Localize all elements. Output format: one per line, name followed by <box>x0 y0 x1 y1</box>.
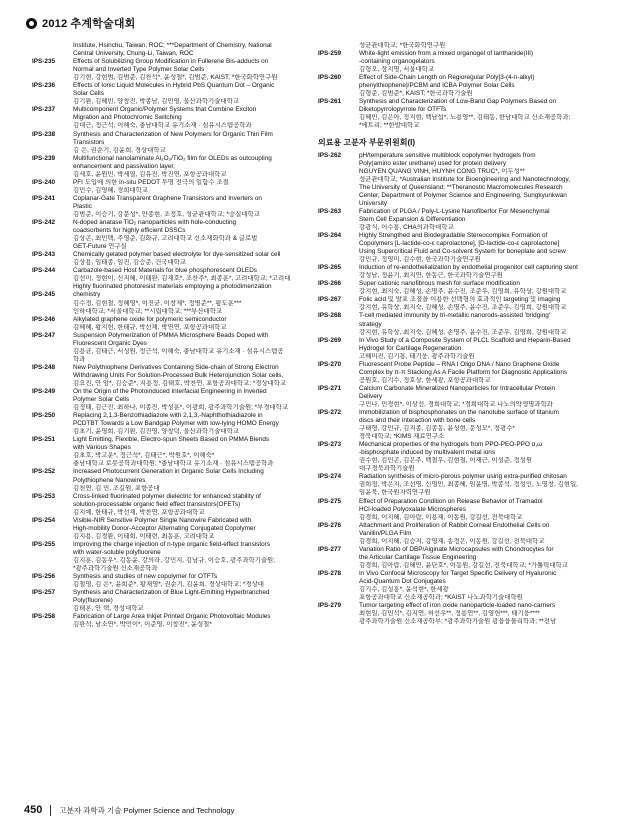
entry-line: Complex by π-π Stacking As A Facile Platform for Diagnostic Applications <box>359 368 568 376</box>
entry-text <box>73 82 305 106</box>
abstract-entry <box>32 517 305 541</box>
entry-text <box>73 267 305 291</box>
entry-id: IPS-248 <box>32 363 56 371</box>
entry-line: *광주과학기술원 신소재공학과 <box>73 565 158 573</box>
entry-line: Visible-NIR Sensitive Polymer Single Nanowire Fabricated with <box>73 516 252 524</box>
entry-text <box>359 522 591 546</box>
entry-line: Polymer Solar Cells <box>73 396 130 404</box>
entry-line: 강지현, 최지숙, 김혜성, 손명주, 윤수진, 조준우, 김영희, 유학상, 강원대학교 <box>359 288 567 296</box>
entry-line: 김철영, 김 은*, 윤희준*, 황재영*, 권순기, 김윤희, 경상대학교; *경상대 <box>73 581 264 589</box>
entry-line: Super cationic nanofibrous mesh for surface modification <box>359 280 520 288</box>
abstract-entry <box>318 546 591 570</box>
entry-line: 공원호, 김기수, 정호상, 한세광, 포항공과대학교 <box>359 376 491 384</box>
entry-id: IPS-237 <box>32 106 56 114</box>
entry-line: 김혜민, 김은아, 정지현, 백남섭*, 노용영**, 김태동, 한남대학교 신소재공학과; <box>359 114 571 122</box>
entry-line: 충남대학교 로봇공학과대학원; *충남대학교 유기소재 · 섬유시스템공학과 <box>73 460 274 468</box>
entry-id: IPS-241 <box>32 194 56 202</box>
entry-line: In Vivo Confocal Microscopy for Target Specific Delivery of Hyaluronic <box>359 569 557 577</box>
entry-line: Replacing 2,1,3-Benzothiadiazole with 2,1,3,-Naphthothiadiazole in <box>73 412 263 420</box>
entry-id: IPS-272 <box>318 409 342 417</box>
entry-line: Radiation synthesis of micro-porous polymer using extra-purified chitosan <box>359 473 567 481</box>
entry-line: 김경희, 김아람, 김혜민, 윤단호*, 이동원, 강길선, 전북대학교; *가톨릭대학교 <box>359 561 568 569</box>
abstract-entry <box>32 332 305 364</box>
entry-id: IPS-259 <box>318 50 342 58</box>
entry-text <box>73 58 305 82</box>
entry-line: Withdrawing Units For Solution-Processed Bulk Heterojunction Solar cells, <box>73 371 284 379</box>
entry-line: 김혜혜, 황지헌, 한태규, 박선채, 박연연, 포항공과대학교 <box>73 323 227 331</box>
entry-id: IPS-268 <box>318 312 342 320</box>
entry-text <box>359 546 591 570</box>
entry-line: 강광식, 이수홍, CHA의과학대학교 <box>359 223 454 231</box>
entry-text <box>73 155 305 179</box>
abstract-entry <box>318 98 591 130</box>
entry-text <box>359 498 591 522</box>
entry-line: with water-soluble polyfluorene <box>73 548 161 556</box>
entry-id: IPS-240 <box>32 178 56 186</box>
entry-line: 김기수, 김성홍*, 윤석현*, 한세광 <box>359 586 449 594</box>
entry-line: Central University, Chung-Li, Taiwan, ROC <box>73 50 194 58</box>
entry-line: PFI 도입에 의한 in-situ PEDOT 투명 전극의 일함수 조절 <box>73 178 229 186</box>
entry-id: IPS-267 <box>318 296 342 304</box>
entry-line: Fabrication of Large Area Inkjet Printed Organic Photovoltaic Modules <box>73 613 271 621</box>
entry-line: Chemically gelated polymer based electrolyte for dye-sensitized solar cell <box>73 251 281 259</box>
abstract-entry <box>32 219 305 251</box>
entry-line: 김정태, 김근진, 최하나, 이종진, 박성훈*, 이광희, 광주과학기술원; *부경대학교 <box>73 404 289 412</box>
entry-line: 강지현, 유학상, 최지숙, 김혜성, 손명주, 윤수진, 조준우, 김영희, 강원대학교 <box>359 304 567 312</box>
entry-id <box>32 42 73 58</box>
abstract-entry <box>318 50 591 74</box>
entry-line: 김상용, 임태종, 임진, 김승준, 건국대학교 <box>73 259 186 267</box>
entry-id: IPS-244 <box>32 267 56 275</box>
entry-line: Synthesis and studies of new copolymer for OTFTs <box>73 573 218 581</box>
abstract-entry <box>318 264 591 280</box>
entry-line: solution-processable organic field effect transistors(OFETs) <box>73 500 241 508</box>
entry-line: Delivery <box>359 392 383 400</box>
entry-text <box>359 312 591 336</box>
abstract-entry <box>32 436 305 468</box>
entry-text <box>359 232 591 264</box>
entry-line: 강민규, 정영미, 김수현, 한국과학기술연구원 <box>359 256 481 264</box>
entry-text <box>73 179 305 195</box>
entry-line: chemistry <box>73 291 101 299</box>
entry-line: 성균관대학교; *한국화학연구원 <box>359 42 446 49</box>
entry-line: enhancement and passivation layer, <box>73 162 175 170</box>
entry-line: Increased Photocurrent Generation in Organic Solar Cells Including <box>73 468 264 476</box>
entry-line: In Vivo Study of a Composite System of PLCL Scaffold and Heparin-Based <box>359 336 571 344</box>
entry-line: 김초기, 윤영희, 김기환, 김진영, 양창덕, 울산과학기술대학교 <box>73 428 239 436</box>
entry-line: Folic acid 및 발포 조절을 이용한 선택형의 효과적인 targeting 및 imaging <box>359 296 561 304</box>
entry-line: 김기현, 강현범, 김범준, 김찬석*, 윤성철*, 김범준, KAIST; *한국화학연구원 <box>73 74 278 82</box>
abstract-entry <box>318 232 591 264</box>
entry-text <box>359 264 591 280</box>
abstract-entry <box>318 602 591 626</box>
entry-line: Migration and Photochromic Switching <box>73 114 182 122</box>
entry-line: 권수현, 김민곤, 김은주, 백철우, 김현철, 이재근, 이성준, 정성원 <box>359 457 533 465</box>
entry-line: Fabrication of PLGA / Poly-L-Lysine Nanofiberfor For Mesenchymal <box>359 207 550 215</box>
entry-line: The University of Queensland; **Theranostic Macromolecules Research <box>359 183 563 191</box>
abstract-entry <box>32 316 305 332</box>
entry-line: coadsorbents for highly efficient DSSCs <box>73 227 186 235</box>
abstract-entry <box>32 82 305 106</box>
entry-id: IPS-242 <box>32 219 56 227</box>
abstract-entry <box>318 473 591 497</box>
abstract-entry <box>318 280 591 296</box>
entry-line: 김 은, 권순기, 김윤희, 경상대학교 <box>73 146 166 154</box>
entry-line: 임윤묵, 한국원자력연구원 <box>359 489 431 497</box>
entry-text <box>359 473 591 497</box>
entry-line: 권희정, 박은지, 조선영, 신영민, 최종혜, 임윤명, 박종석, 정성인, 노영창, 김현일, <box>359 481 578 489</box>
abstract-entry <box>318 441 591 473</box>
abstract-entry <box>318 409 591 441</box>
entry-id: IPS-238 <box>32 130 56 138</box>
abstract-entry <box>32 493 305 517</box>
entry-text <box>73 517 305 541</box>
entry-line: Calcium Carbonate Mineralized Nanoparticles for Intracellular Protein <box>359 384 556 392</box>
entry-line: Poly(amino ester urethane) used for protein delivery <box>359 159 507 167</box>
entry-id: IPS-278 <box>318 569 342 577</box>
entry-id: IPS-243 <box>32 251 56 259</box>
entry-line: Highly fluorinated photoresist materials employing a photodimerization <box>73 283 272 291</box>
entry-line: Effect of Preparation Condition on Release Behavior of Tramadol <box>359 497 543 505</box>
abstract-entry <box>318 570 591 602</box>
entry-text <box>73 131 305 155</box>
entry-id: IPS-254 <box>32 516 56 524</box>
entry-line: Multicomponent Organic/Polymer Systems that Combine Exciton <box>73 106 257 114</box>
entry-id <box>318 42 359 50</box>
abstract-entry <box>32 251 305 267</box>
entry-id: IPS-279 <box>318 602 342 610</box>
entry-text <box>359 280 591 296</box>
entry-text <box>73 364 305 388</box>
entry-line: Effects of Solubilizing Group Modification in Fullerene Bis-adducts on <box>73 58 269 66</box>
entry-text <box>73 468 305 492</box>
entry-line: University <box>359 199 388 207</box>
circle-bullet-icon <box>26 18 37 29</box>
entry-line: T-cell mediated immunity by tri-metallic nanorods-assisted 'bridging' <box>359 312 551 320</box>
entry-line: Diketopyrrolopyrrole for OTFTs <box>359 106 447 114</box>
entry-text <box>73 219 305 251</box>
entry-id: IPS-274 <box>318 473 342 481</box>
entry-text <box>359 385 591 409</box>
left-column <box>32 42 305 629</box>
abstract-entry <box>32 541 305 573</box>
entry-text <box>73 106 305 130</box>
entry-line: 김형준, 김범준*, KAIST; *한국과학기술원 <box>359 90 473 98</box>
entry-line: 김형오, 장지명, 서울대학교 <box>359 66 435 74</box>
entry-text <box>73 589 305 613</box>
abstract-entry <box>32 106 305 130</box>
entry-id: IPS-275 <box>318 497 342 505</box>
page-header <box>26 14 135 32</box>
entry-line: 김민수, 김영혜, 경희대학교 <box>73 186 149 194</box>
entry-line: pH/temperature sensitive multiblock copolymer hydrogels from <box>359 151 536 159</box>
abstract-entry <box>318 74 591 98</box>
entry-text <box>359 602 591 626</box>
abstract-entry <box>32 291 305 315</box>
entry-id: IPS-252 <box>32 468 56 476</box>
entry-line: 김세호, 윤원민, 박세열, 김유진, 박진연, 포항공과대학교 <box>73 170 227 178</box>
entry-line: Synthesis and Characterization of New Polymers for Organic Thin Film <box>73 130 273 138</box>
entry-line: 인하대학교; *서울대학교; **시립대학교; ***부산대학교 <box>73 307 223 315</box>
entry-line: Fluorescent Organic Dyes <box>73 339 147 347</box>
entry-text <box>359 50 591 74</box>
entry-text <box>359 409 591 441</box>
entry-line: 최현일, 김민석*, 김지연, 허선우**, 정용연**, 김영헌***, 태기웅**** <box>359 610 540 618</box>
abstract-entry <box>32 42 305 58</box>
abstract-entry <box>318 152 591 208</box>
entry-line: 학과 <box>73 355 86 363</box>
entry-id: IPS-253 <box>32 492 56 500</box>
entry-id: IPS-258 <box>32 613 56 621</box>
entry-text <box>73 541 305 573</box>
entry-line: Attachment and Proliferation of Rabbit Corneal Endothelial Cells on <box>359 521 550 529</box>
entry-line: 김경희, 이지혜, 김아람, 이용재, 이동원, 강길선, 전북대학교 <box>359 513 523 521</box>
entry-line: 김지용, 김경환, 이태희, 이태련, 최동훈, 고려대학교 <box>73 532 215 540</box>
abstract-entry <box>32 468 305 492</box>
abstract-entry <box>318 312 591 336</box>
entry-line: Suspension Polymerization of PMMA Microsphere Beads Doped with <box>73 331 269 339</box>
abstract-entry <box>32 388 305 412</box>
abstract-entry <box>32 364 305 388</box>
entry-line: 김선미, 정현이, 신지혜, 이태완, 김재호*, 조찬주*, 최종훈*, 고려대학교; *고려대 <box>73 275 291 283</box>
entry-id: IPS-270 <box>318 360 342 368</box>
abstract-entry <box>32 589 305 613</box>
entry-line: 김초호, 박고운*, 정근석*, 김태근*, 박원호*, 이해숙* <box>73 452 215 460</box>
entry-text <box>73 316 305 332</box>
entry-line: Stem Cell Expansion & Differentiation <box>359 215 466 223</box>
entry-id: IPS-269 <box>318 336 342 344</box>
entry-id: IPS-271 <box>318 384 342 392</box>
entry-line: 김천연, 김 민, 조길원, 포항공대 <box>73 484 160 492</box>
entry-line: Alkylated graphene oxide for polymeric semiconductor <box>73 315 227 323</box>
entry-line: Induction of re-endothelialization by endothelial progenitor cell capturing stent <box>359 264 578 272</box>
entry-line: White-light emission from a mixed organogel of lanthanide(III) <box>359 50 534 58</box>
entry-line: New Polythiophene Derivatives Containing Side-chain of Strong Electron <box>73 363 279 371</box>
entry-text <box>359 152 591 208</box>
entry-line: PCDTBT Towards a Low Bandgap Polymer with low-lying HOMO Energy <box>73 420 279 428</box>
entry-text <box>359 208 591 232</box>
entry-line: with Various Shapes <box>73 444 131 452</box>
abstract-entry <box>32 267 305 291</box>
entry-line: Copolymers [L-lactide-co-ε caprolactone], [D-lactide-co-ε caprolactone] <box>359 240 560 248</box>
entry-id: IPS-251 <box>32 436 56 444</box>
entry-text <box>73 195 305 219</box>
entry-id: IPS-277 <box>318 545 342 553</box>
entry-line: 김경희, 이지혜, 김승지, 강영재, 송정은, 이동원, 강길선, 전북대학교 <box>359 537 545 545</box>
entry-line: Coplanar-Gate Transparent Graphene Transistors and Inverters on <box>73 194 262 202</box>
entry-line: 김용균, 김태근, 서성원, 정근석, 이해숙, 충남대학교 유기소재 · 섬유시스템공 <box>73 347 284 355</box>
entry-text <box>73 251 305 267</box>
entry-id: IPS-246 <box>32 315 56 323</box>
entry-id: IPS-257 <box>32 589 56 597</box>
entry-text <box>73 412 305 436</box>
entry-id: IPS-235 <box>32 58 56 66</box>
entry-line: 강지현, 유학상, 최지숙, 김혜성, 손명주, 윤수진, 조준우, 김영희, 강원대학교 <box>359 328 567 336</box>
entry-line: HCl-loaded Polyoxalate Microspheres <box>359 505 466 513</box>
entry-line: 김상곤, 최민택, 주영준, 김화규, 고려대학교 신소재화학과 & 글로벌 <box>73 235 258 243</box>
entry-line: Highly Strengthed and Biodegradable Stereocomplex Formation of <box>359 231 548 239</box>
entry-id: IPS-247 <box>32 331 56 339</box>
entry-text <box>359 337 591 361</box>
abstract-entry <box>318 296 591 312</box>
entry-line: Tumor targeting effect of iron oxide nanoparticle-loaded nano-carriers <box>359 602 556 610</box>
entry-line: -bisphosphate induced by multivalent metal ions <box>359 449 496 457</box>
entry-line: Multifunctional nanolaminate Al₂O₃/TiO₂ film for OLEDs as outcoupling <box>73 154 272 162</box>
entry-text <box>73 493 305 517</box>
entry-id: IPS-255 <box>32 540 56 548</box>
abstract-entry <box>32 179 305 195</box>
entry-text <box>73 573 305 589</box>
entry-line: Cross-linked fluorinated polymer dielectric for enhanced stability of <box>73 492 261 500</box>
entry-line: N-doped anatase TiO₂ nanoparticles with hole-conducting <box>73 219 237 227</box>
abstract-entry <box>32 613 305 629</box>
entry-line: Center, Department of Polymer Science and Engineering, Sungkyunkwan <box>359 191 567 199</box>
entry-line: Normal and Inverted Type Polymer Solar Cells <box>73 66 205 74</box>
entry-text <box>359 42 591 50</box>
entry-line: Using Supercritical Fluid and Co-solvent System for boneplate and screw <box>359 248 566 256</box>
entry-line: Institute, Hsinchu, Taiwan, ROC; ***Department of Chemistry, National <box>73 42 272 49</box>
entry-line: Light Emitting, Flexible, Electro-spun Sheets Based on PMMA Blends <box>73 436 270 444</box>
entry-line: High-mobility Donor-Acceptor Alternating Conjugated Copolymer <box>73 524 256 532</box>
entry-line: 김판석, 남소연*, 박민이*, 이준영, 이창진*, 윤성철* <box>73 621 212 629</box>
section-title: 의료용 고분자 부문위원회(I) <box>318 137 416 147</box>
entry-text <box>73 332 305 364</box>
entry-id: IPS-256 <box>32 573 56 581</box>
entry-line: GET-Future 연구실 <box>73 243 127 251</box>
entry-line: Synthesis and Characterization of Blue Light-Emitting Hyperbranched <box>73 589 270 597</box>
entry-line: 구태형, 강민규, 김지종, 김종동, 윤성현, 문성모*, 정광수* <box>359 425 515 433</box>
entry-id: IPS-260 <box>318 74 342 82</box>
entry-line: 김지훈, 김동우*, 김동윤, 강의라, 강민지, 김남규, 이승호, 광주과학기술원; <box>73 557 275 564</box>
entry-line: Synthesis and Characterization of Low-Band Gap Polymers Based on <box>359 98 557 106</box>
entry-line: Variation Ratio of DBP/Alginate Microcapsules with Chondrocytes for <box>359 545 554 553</box>
right-entries-top <box>318 42 591 131</box>
entry-id: IPS-249 <box>32 388 56 396</box>
abstract-entry <box>318 337 591 361</box>
entry-line: 포항공과대학교 신소재공학과; *KAIST 나노과학기술대학원 <box>359 594 523 602</box>
entry-text <box>73 613 305 629</box>
footer-divider <box>50 805 51 816</box>
journal-name: 고분자 과학과 기술 Polymer Science and Technology <box>59 805 235 815</box>
entry-text <box>73 42 305 58</box>
abstract-entry <box>318 361 591 385</box>
entry-line: Fluorescent Probe Peptide – RNA I Oligo DNA / Nano Graphene Oxide <box>359 360 560 368</box>
abstract-entry <box>32 195 305 219</box>
entry-id: IPS-265 <box>318 264 342 272</box>
entry-id: IPS-276 <box>318 521 342 529</box>
entry-line: 광주과학기술원 신소재공학부; *광주과학기술원 광융융물리학과; **전남 <box>359 618 557 626</box>
entry-line: 김지예, 한태규, 박선채, 박찬연, 포항공과대학교 <box>73 508 205 516</box>
entry-id: IPS-250 <box>32 412 56 420</box>
abstract-entry <box>32 412 305 436</box>
entry-line: Effect of Side-Chain Length on Regioregular Poly[3-(4-n-alkyl) <box>359 74 535 82</box>
entry-line: 김대근, 정근석, 이해숙, 충남대학교 유기소재 · 섬유시스템공학과 <box>73 122 252 130</box>
entry-text <box>359 74 591 98</box>
entry-line: 성균관대학교; *Australian Institute for Bioengineering and Nanotechnology, <box>359 175 570 183</box>
entry-id: IPS-266 <box>318 280 342 288</box>
entry-line: Solar Cells <box>73 90 104 98</box>
entry-line: 김태혼, 안 택, 경성대학교 <box>73 605 144 613</box>
entry-line: Carbazole-based Host Materials for blue phosphorescent OLEDs <box>73 267 258 275</box>
entry-text <box>73 436 305 468</box>
entry-id: IPS-239 <box>32 154 56 162</box>
entry-id: IPS-262 <box>318 151 342 159</box>
entry-text <box>359 98 591 130</box>
abstract-entry <box>32 131 305 155</box>
entry-line: Mechanical properties of the hydrogels from PPO-PEO-PPO α,ω <box>359 441 543 449</box>
entry-text <box>73 291 305 315</box>
abstract-entry <box>32 573 305 589</box>
entry-id: IPS-263 <box>318 207 342 215</box>
page-number: 450 <box>24 804 43 816</box>
entry-line: Polythiophene Nanowires <box>73 476 146 484</box>
entry-text <box>73 388 305 412</box>
entry-line: the Articular Cartilage Tissue Engineering <box>359 553 477 561</box>
entry-line: 김수정, 김현철, 정혜영*, 이진균, 이창제*, 정병준**, 황도훈*** <box>73 299 242 307</box>
entry-text <box>359 296 591 312</box>
entry-id: IPS-273 <box>318 441 342 449</box>
entry-line: phenylthiophene]/PCBM and ICBA Polymer Solar Cells <box>359 82 515 90</box>
entry-line: Improving the charge injection of n-type organic field-effect transistors <box>73 540 271 548</box>
abstract-entry <box>318 522 591 546</box>
page-title: 2012 추계학술대회 <box>42 18 136 30</box>
page-footer <box>24 804 234 816</box>
abstract-entry <box>318 498 591 522</box>
entry-line: Transistors <box>73 138 105 146</box>
entry-line: 고혜미진, 김기홍, 태기웅, 광주과학기술원 <box>359 352 475 360</box>
entry-line: 김기환, 김혜빈, 양창진, 박종남, 김민영, 울산과학기술대학교 <box>73 98 239 106</box>
abstract-entry <box>32 155 305 179</box>
entry-line: Immobilization of bisphosphonates on the nanotube surface of titanium <box>359 409 560 417</box>
entry-line: *에트리; **한밭대학교 <box>359 122 420 130</box>
entry-line: 경북대학교; *KIMS 재료연구소 <box>359 433 445 441</box>
entry-text <box>359 570 591 602</box>
abstract-entry <box>318 385 591 409</box>
entry-line: Acid-Quantum Dot Conjugates <box>359 578 446 585</box>
entry-id: IPS-264 <box>318 231 342 239</box>
abstract-entry <box>318 42 591 50</box>
entry-line: Effects of Ionic Liquid Molecules in Hybrid PbS Quantum Dot – Organic <box>73 82 275 90</box>
right-entries-medical <box>318 152 591 627</box>
entry-line: strategy <box>359 320 382 328</box>
entry-line: -containing organogelators <box>359 58 435 66</box>
entry-line: discs and their interaction with bone cells <box>359 417 476 425</box>
entry-line: 강성남, 정윤기, 최지연, 한동근, 한국과학기술연구원 <box>359 272 503 280</box>
entry-line: 김요진, 안 암*, 김승준*, 지용정, 김태호, 박찬연, 포항공과대학교; *경상대학교 <box>73 379 287 387</box>
entry-line: Hydrogel for Cartilage Regeneration <box>359 344 462 352</box>
right-column <box>318 42 591 626</box>
entry-id: IPS-245 <box>32 291 56 299</box>
abstract-entry <box>318 208 591 232</box>
entry-line: Vanillin/PLGA Film <box>359 529 412 537</box>
entry-line: 김범준, 이승기, 강문성*, 안종현, 조정호, 성균관대학교; *숭실대학교 <box>73 210 260 218</box>
entry-text <box>359 441 591 473</box>
entry-line: Poly(fluorene) <box>73 597 113 605</box>
entry-line: 구민나, 민경현*, 이상선, 경희대학교; *경희대학교 나노의약생명과학과 <box>359 400 553 408</box>
entry-id: IPS-236 <box>32 82 56 90</box>
abstract-entry <box>32 58 305 82</box>
entry-id: IPS-261 <box>318 98 342 106</box>
entry-line: NGUYEN QUANG VINH, HUYNH CONG TRUC*, 이두성** <box>359 167 525 175</box>
entry-text <box>359 361 591 385</box>
entry-line: 대구경북과학기술원 <box>359 465 415 473</box>
entry-line: Plastic <box>73 202 92 210</box>
entry-line: On the Origin of the Photoinduced Interfacial Engineering in Inverted <box>73 388 267 396</box>
